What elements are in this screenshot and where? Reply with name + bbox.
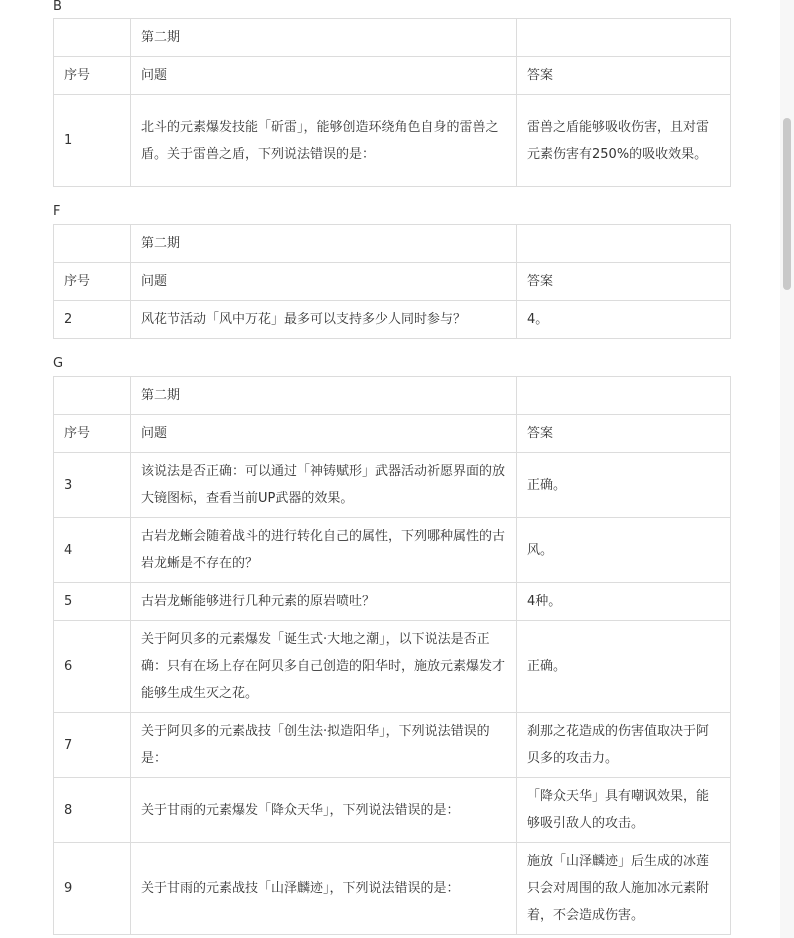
table-row xyxy=(54,518,731,583)
scrollbar-thumb[interactable] xyxy=(783,118,791,290)
qa-table-g xyxy=(53,376,731,935)
table-row xyxy=(54,95,731,187)
row-answer: 风。 xyxy=(517,518,731,583)
row-question: 关于阿贝多的元素战技「创生法·拟造阳华」，下列说法错误的是： xyxy=(131,713,517,778)
header-question: 问题 xyxy=(131,415,517,453)
table-row xyxy=(54,778,731,843)
header-answer: 答案 xyxy=(517,263,731,301)
row-answer: 4。 xyxy=(517,301,731,339)
empty-cell xyxy=(54,225,131,263)
header-answer: 答案 xyxy=(517,415,731,453)
row-index: 9 xyxy=(54,843,131,935)
table-row xyxy=(54,583,731,621)
table-row xyxy=(54,713,731,778)
table-header-row xyxy=(54,263,731,301)
empty-cell xyxy=(54,19,131,57)
row-question: 古岩龙蜥会随着战斗的进行转化自己的属性，下列哪种属性的古岩龙蜥是不存在的？ xyxy=(131,518,517,583)
row-question: 北斗的元素爆发技能「斫雷」，能够创造环绕角色自身的雷兽之盾。关于雷兽之盾，下列说法错误的是： xyxy=(131,95,517,187)
header-index: 序号 xyxy=(54,263,131,301)
table-row xyxy=(54,621,731,713)
table-row xyxy=(54,843,731,935)
section-letter-b: B xyxy=(53,0,62,14)
row-question: 风花节活动「风中万花」最多可以支持多少人同时参与？ xyxy=(131,301,517,339)
row-question: 关于甘雨的元素爆发「降众天华」，下列说法错误的是： xyxy=(131,778,517,843)
row-answer: 施放「山泽麟迹」后生成的冰莲只会对周围的敌人施加冰元素附着，不会造成伤害。 xyxy=(517,843,731,935)
row-answer: 正确。 xyxy=(517,621,731,713)
row-question: 该说法是否正确：可以通过「神铸赋形」武器活动祈愿界面的放大镜图标，查看当前UP武器的效果。 xyxy=(131,453,517,518)
row-answer: 雷兽之盾能够吸收伤害，且对雷元素伤害有250%的吸收效果。 xyxy=(517,95,731,187)
empty-cell xyxy=(517,19,731,57)
vertical-scrollbar[interactable] xyxy=(780,0,794,938)
table-header-row xyxy=(54,57,731,95)
row-answer: 正确。 xyxy=(517,453,731,518)
row-question: 关于甘雨的元素战技「山泽麟迹」，下列说法错误的是： xyxy=(131,843,517,935)
row-index: 1 xyxy=(54,95,131,187)
period-label: 第二期 xyxy=(131,377,517,415)
table-row xyxy=(54,301,731,339)
row-index: 4 xyxy=(54,518,131,583)
period-label: 第二期 xyxy=(131,19,517,57)
table-period-row xyxy=(54,19,731,57)
header-index: 序号 xyxy=(54,415,131,453)
row-answer: 4种。 xyxy=(517,583,731,621)
row-index: 7 xyxy=(54,713,131,778)
table-header-row xyxy=(54,415,731,453)
row-question: 古岩龙蜥能够进行几种元素的原岩喷吐？ xyxy=(131,583,517,621)
header-index: 序号 xyxy=(54,57,131,95)
table-period-row xyxy=(54,377,731,415)
row-index: 8 xyxy=(54,778,131,843)
row-index: 2 xyxy=(54,301,131,339)
table-row xyxy=(54,453,731,518)
row-answer: 「降众天华」具有嘲讽效果，能够吸引敌人的攻击。 xyxy=(517,778,731,843)
row-answer: 刹那之花造成的伤害值取决于阿贝多的攻击力。 xyxy=(517,713,731,778)
empty-cell xyxy=(54,377,131,415)
table-period-row xyxy=(54,225,731,263)
period-label: 第二期 xyxy=(131,225,517,263)
row-index: 5 xyxy=(54,583,131,621)
header-answer: 答案 xyxy=(517,57,731,95)
row-index: 6 xyxy=(54,621,131,713)
header-question: 问题 xyxy=(131,57,517,95)
row-question: 关于阿贝多的元素爆发「诞生式·大地之潮」，以下说法是否正确：只有在场上存在阿贝多自己创造的阳华时，施放元素爆发才能够生成生灭之花。 xyxy=(131,621,517,713)
qa-table-b xyxy=(53,18,731,187)
header-question: 问题 xyxy=(131,263,517,301)
row-index: 3 xyxy=(54,453,131,518)
section-letter-g: G xyxy=(53,356,64,371)
section-letter-f: F xyxy=(53,204,61,219)
empty-cell xyxy=(517,377,731,415)
empty-cell xyxy=(517,225,731,263)
qa-table-f xyxy=(53,224,731,339)
